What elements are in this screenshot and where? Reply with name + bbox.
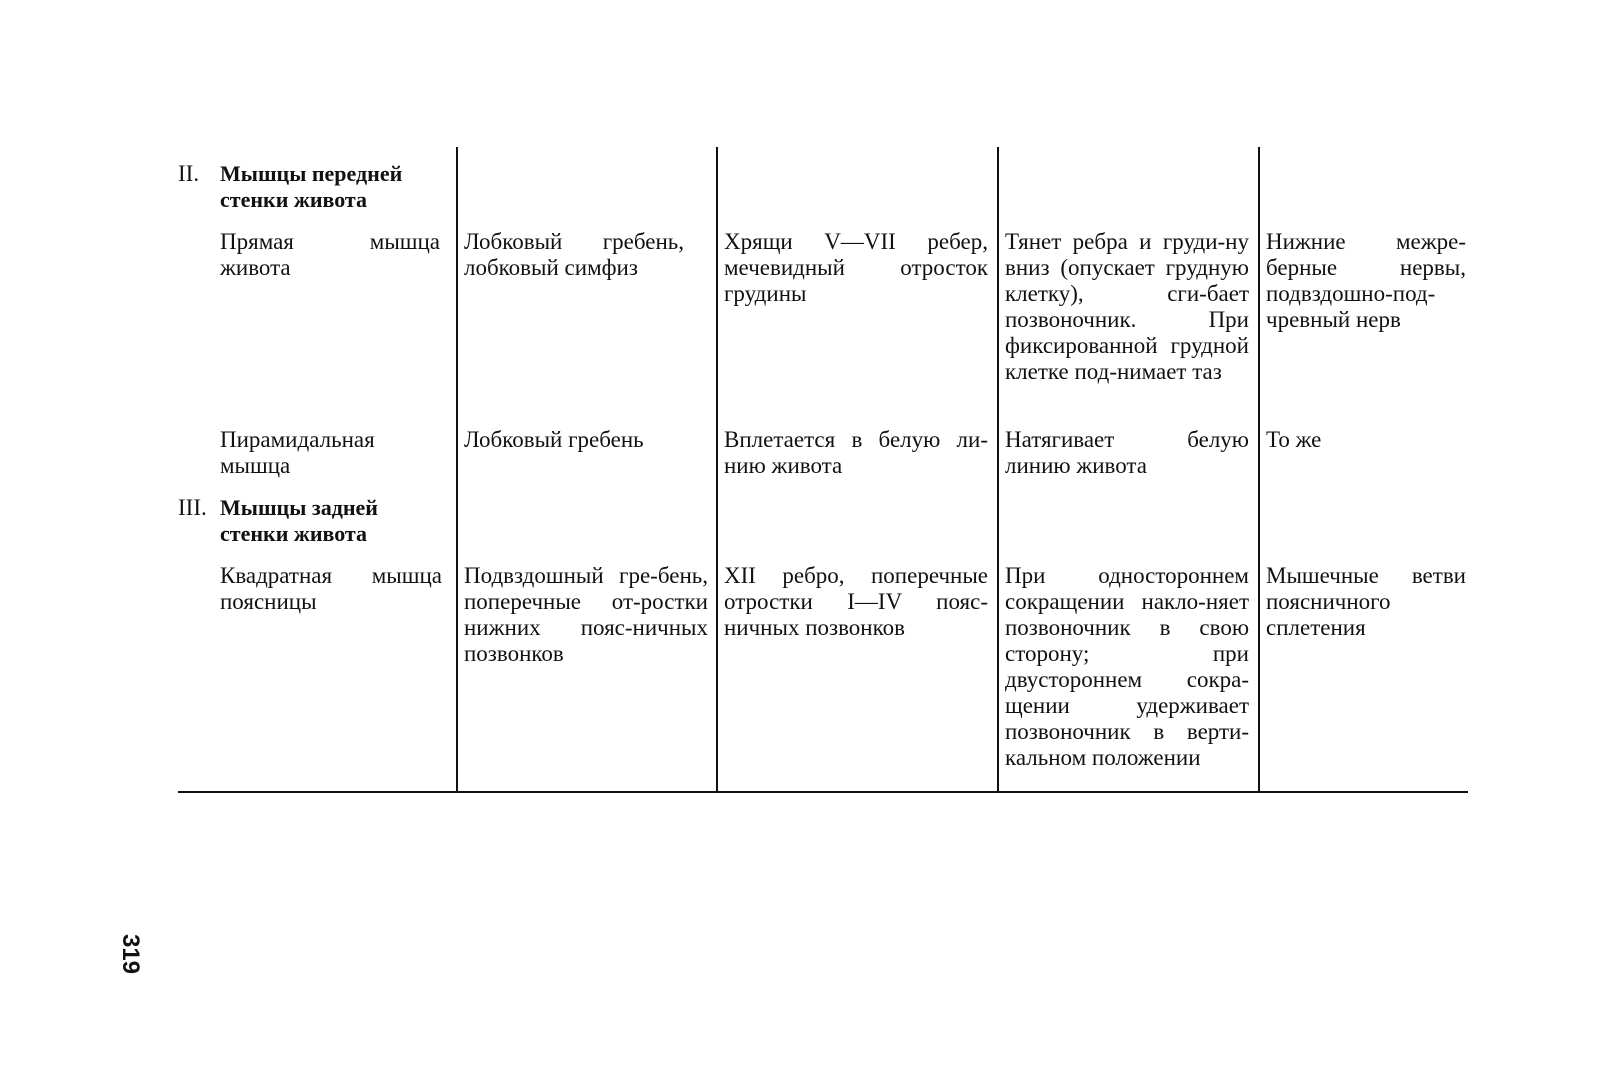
function-cell: Тянет ребра и груди-ну вниз (опускает грудную клетку), сги-бает позвоночник. При фиксированной грудной клетке под-нимает таз	[1005, 229, 1249, 384]
origin-cell: Подвздошный гре-бень, поперечные от-ростки нижних пояс-ничных позвонков	[464, 563, 708, 666]
insertion-cell: Хрящи V—VII ребер, мечевидный отросток грудины	[724, 229, 988, 306]
column-divider-4	[1258, 147, 1260, 792]
function-cell: Натягивает белую линию живота	[1005, 427, 1249, 478]
origin-cell: Лобковый гребень	[464, 427, 644, 452]
section-title-line: стенки живота	[220, 521, 368, 546]
section-title-line: стенки живота	[220, 187, 368, 212]
table-bottom-rule	[178, 791, 1468, 793]
insertion-cell: Вплетается в белую ли-нию живота	[724, 427, 988, 478]
muscle-name-cell: Пирамидальная мышца	[220, 427, 375, 478]
column-divider-1	[456, 147, 458, 792]
section-number: II.	[178, 161, 200, 186]
function-cell: При одностороннем сокращении накло-няет позвоночник в свою сторону; при двустороннем сокра-щении удерживает позвоночник в верти-кальном положении	[1005, 563, 1249, 770]
section-title-line: Мышцы передней	[220, 161, 403, 186]
insertion-cell: XII ребро, поперечные отростки I—IV пояс-ничных позвонков	[724, 563, 988, 640]
column-divider-3	[997, 147, 999, 792]
page-number: 319	[117, 933, 145, 975]
column-divider-2	[716, 147, 718, 792]
section-number: III.	[178, 495, 207, 520]
innervation-cell: То же	[1266, 427, 1322, 452]
innervation-cell: Нижние межре-берные нервы, подвздошно-под-чревный нерв	[1266, 229, 1466, 332]
muscle-name-cell: Прямая мышца живота	[220, 229, 440, 280]
section-title	[220, 161, 402, 213]
section-title	[220, 495, 378, 547]
section-title-line: Мышцы задней	[220, 495, 378, 520]
innervation-cell: Мышечные ветви поясничного сплетения	[1266, 563, 1466, 640]
origin-cell: Лобковый гребень, лобковый симфиз	[464, 229, 684, 280]
muscle-name-cell: Квадратная мышца поясницы	[220, 563, 442, 614]
